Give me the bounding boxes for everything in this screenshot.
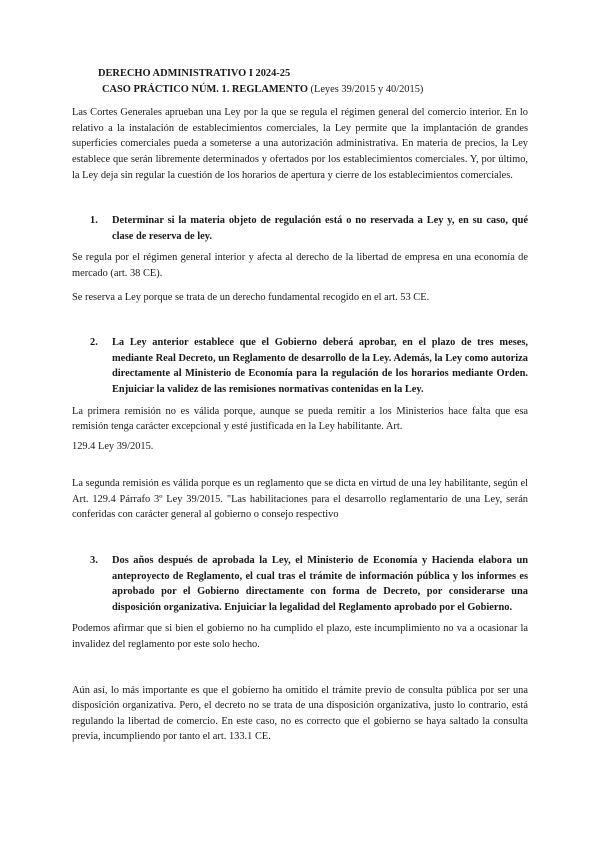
answer-paragraph: La segunda remisión es válida porque es un reglamento que se dicta en virtud de una ley habilitante, según el Art. 129.4 Párrafo 3º Ley 39/2015. "Las habilitaciones para el desarrollo reglamentario de una Ley, serán conferidas con carácter general al gobierno o consejo respectivo bbox=[72, 478, 528, 521]
question-text: La Ley anterior establece que el Gobierno deberá aprobar, en el plazo de tres meses, mediante Real Decreto, un Reglamento de desarrollo de la Ley. Además, la Ley como autoriza directamente al Ministerio de Economía para la regulación de los horarios mediante Orden. Enjuiciar la validez de las remisiones normativas contenidas en la Ley. bbox=[112, 337, 528, 395]
answer-paragraph: 129.4 Ley 39/2015. bbox=[72, 440, 154, 452]
question-text: Determinar si la materia objeto de regulación está o no reservada a Ley y, en su caso, qué clase de reserva de ley. bbox=[112, 215, 528, 242]
question-1 bbox=[72, 213, 528, 244]
question-text: Dos años después de aprobada la Ley, el Ministerio de Economía y Hacienda elabora un anteproyecto de Reglamento, el cual tras el trámite de información pública y los informes es aprobado por el Gobierno directamente con forma de Decreto, por considerarse una disposición organizativa. Enjuiciar la legalidad del Reglamento aprobado por el Gobierno. bbox=[112, 555, 528, 613]
answer-paragraph: Podemos afirmar que si bien el gobierno no ha cumplido el plazo, este incumplimiento no va a ocasionar la invalidez del reglamento por este solo hecho. bbox=[72, 623, 528, 651]
answer-paragraph: Aún así, lo más importante es que el gobierno ha omitido el trámite previo de consulta pública por ser una disposición organizativa. Pero, el decreto no se trata de una disposición organizativa, justo lo contrario, está regulando la libertad de comercio. En este caso, no es correcto que el gobierno se haya saltado la consulta previa, incumpliendo por tanto el art. 133.1 CE. bbox=[72, 684, 528, 743]
question-3 bbox=[72, 553, 528, 615]
question-number: 3. bbox=[90, 555, 98, 567]
intro-paragraph: Las Cortes Generales aprueban una Ley por la que se regula el régimen general del comercio interior. En lo relativo a la instalación de establecimientos comerciales, la Ley permite que la implantación de grandes superficies comerciales pueda a someterse a una autorización administrativa. En materia de precios, la Ley establece que serán libremente determinados y ofertados por los establecimientos comerciales. Y, por último, la Ley deja sin regular la cuestión de los horarios de apertura y cierre de los establecimientos comerciales. bbox=[72, 107, 528, 181]
question-number: 1. bbox=[90, 215, 98, 227]
case-laws: (Leyes 39/2015 y 40/2015) bbox=[310, 83, 424, 95]
answer-paragraph: Se reserva a Ley porque se trata de un derecho fundamental recogido en el art. 53 CE. bbox=[72, 291, 430, 303]
answer-paragraph: Se regula por el régimen general interior y afecta al derecho de la libertad de empresa en una economía de mercado (art. 38 CE). bbox=[72, 252, 528, 279]
question-2 bbox=[72, 335, 528, 397]
case-title: CASO PRÁCTICO NÚM. 1. REGLAMENTO bbox=[102, 83, 308, 95]
case-heading bbox=[102, 82, 528, 98]
question-number: 2. bbox=[90, 337, 98, 349]
answer-paragraph: La primera remisión no es válida porque, aunque se pueda remitir a los Ministerios hace falta que esa remisión tenga carácter excepcional y esté justificada en la Ley habilitante. Art. bbox=[72, 405, 528, 433]
course-title: DERECHO ADMINISTRATIVO I 2024-25 bbox=[98, 68, 291, 79]
document-page bbox=[72, 66, 528, 753]
